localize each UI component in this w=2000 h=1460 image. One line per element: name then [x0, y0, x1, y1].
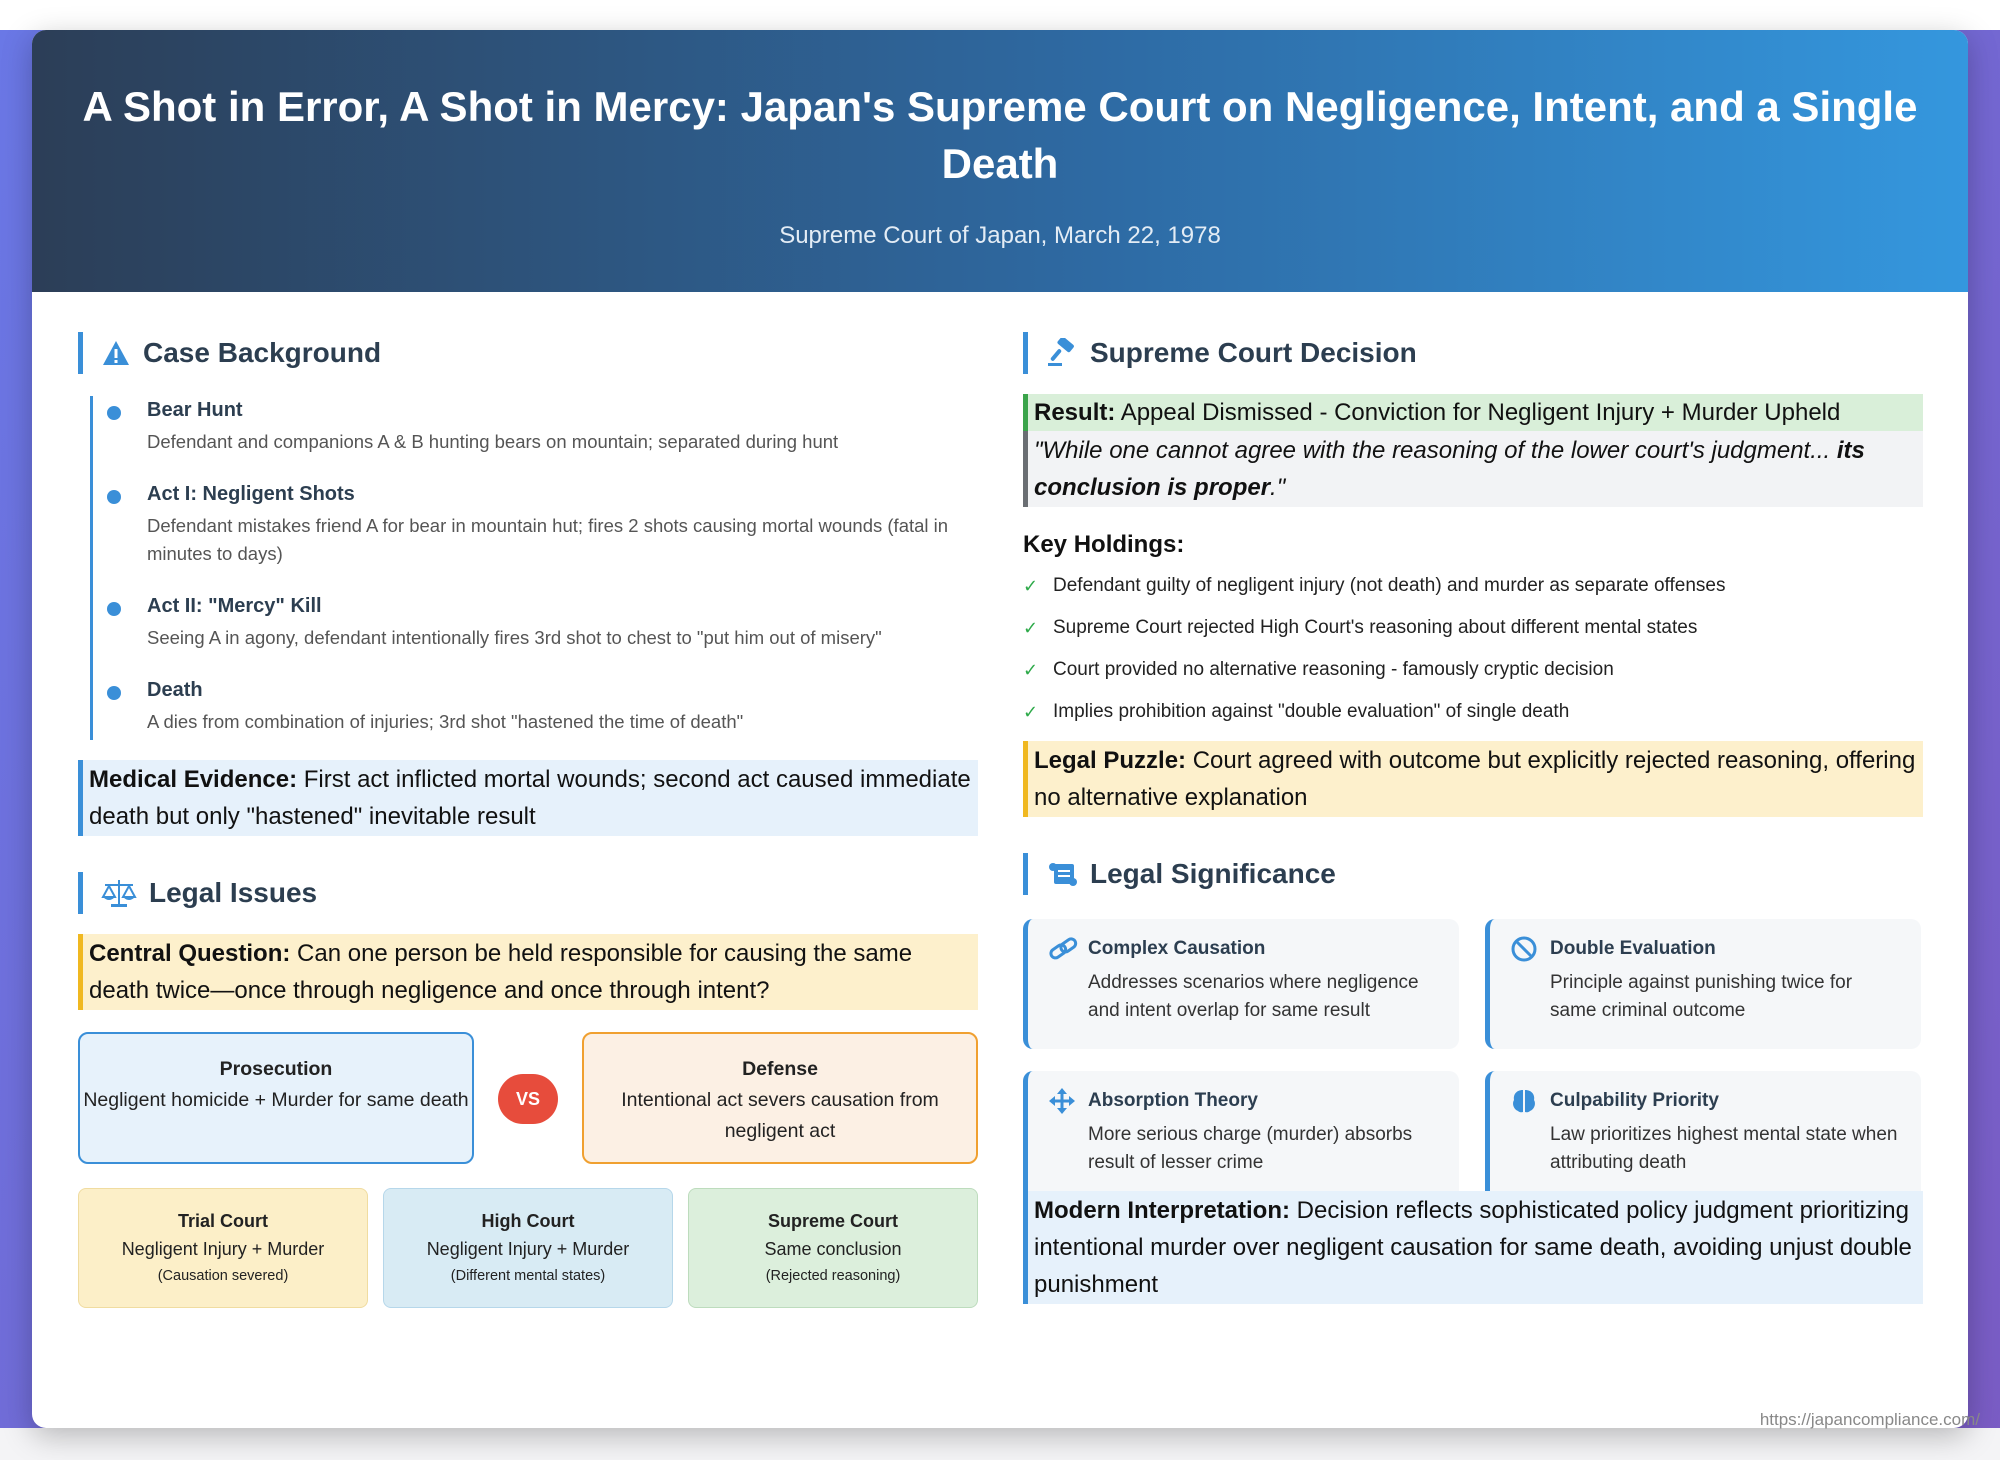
modern-interpretation-text: Decision reflects sophisticated policy judgment prioritizing intentional murder over negligent causation for same death, avoiding unjust double punishment [1034, 1197, 1912, 1298]
court-name: High Court [481, 1211, 575, 1231]
significance-card-desc: Principle against punishing twice for same criminal outcome [1550, 972, 1853, 1021]
decision-quote [1023, 431, 1923, 507]
link-icon [1048, 935, 1078, 963]
significance-card [1485, 919, 1921, 1049]
vs-badge: VS [498, 1074, 558, 1124]
key-holdings-list [1023, 565, 1923, 733]
quote-close: ." [1270, 474, 1286, 501]
timeline-item-title: Act I: Negligent Shots [147, 483, 355, 505]
court-verdict: Negligent Injury + Murder [426, 1239, 630, 1259]
court-verdict: Negligent Injury + Murder [121, 1239, 325, 1259]
decision-title: Supreme Court Decision [1090, 337, 1417, 368]
significance-card [1485, 1071, 1921, 1201]
case-background-title: Case Background [143, 337, 382, 368]
list-item [1023, 691, 1923, 733]
timeline [90, 396, 978, 740]
scales-icon [101, 878, 137, 908]
significance-title: Legal Significance [1090, 858, 1336, 889]
check-icon: ✓ [1023, 618, 1039, 638]
timeline-item [107, 396, 978, 456]
significance-card-title: Double Evaluation [1550, 938, 1716, 959]
modern-interpretation-callout [1023, 1191, 1923, 1304]
holding-text: Court provided no alternative reasoning - famously cryptic decision [1053, 659, 1614, 680]
court-note: (Rejected reasoning) [765, 1268, 901, 1284]
warning-icon [101, 339, 131, 367]
court-name: Trial Court [177, 1211, 268, 1231]
list-item [1023, 565, 1923, 607]
timeline-item-desc: A dies from combination of injuries; 3rd shot "hastened the time of death" [147, 711, 744, 732]
legal-issues-title: Legal Issues [149, 877, 318, 908]
significance-grid [1023, 919, 1923, 1209]
timeline-dot [107, 490, 121, 504]
timeline-item [107, 480, 978, 568]
court-card-high [383, 1188, 673, 1308]
top-strip [0, 0, 2000, 30]
quote-open: "While one cannot agree with the reasoning of the lower court's judgment... [1034, 437, 1837, 464]
prosecution-text: Negligent homicide + Murder for same death [83, 1089, 469, 1111]
timeline-item-desc: Defendant mistakes friend A for bear in mountain hut; fires 2 shots causing mortal wounds (fatal in minutes to days) [147, 515, 949, 564]
significance-card-desc: More serious charge (murder) absorbs result of lesser crime [1088, 1124, 1413, 1173]
significance-card-title: Complex Causation [1088, 938, 1266, 959]
left-column [78, 292, 978, 1308]
holding-text: Defendant guilty of negligent injury (not death) and murder as separate offenses [1053, 575, 1726, 596]
court-card-trial [78, 1188, 368, 1308]
court-card-supreme [688, 1188, 978, 1308]
gavel-icon [1046, 338, 1078, 368]
significance-card [1023, 1071, 1459, 1201]
timeline-item-desc: Defendant and companions A & B hunting bears on mountain; separated during hunt [147, 431, 839, 452]
court-note: (Different mental states) [450, 1268, 606, 1284]
prosecution-box [78, 1032, 474, 1164]
timeline-item-title: Act II: "Mercy" Kill [147, 595, 322, 617]
medical-evidence-text: First act inflicted mortal wounds; second act caused immediate death but only "hastened" inevitable result [89, 766, 971, 830]
timeline-item-desc: Seeing A in agony, defendant intentionally fires 3rd shot to chest to "put him out of misery" [147, 627, 882, 648]
key-holdings-title: Key Holdings: [1023, 531, 1185, 558]
prosecution-title: Prosecution [219, 1058, 333, 1080]
check-icon: ✓ [1023, 576, 1039, 596]
significance-card-title: Culpability Priority [1550, 1090, 1719, 1111]
legal-puzzle-text: Court agreed with outcome but explicitly rejected reasoning, offering no alternative explanation [1034, 747, 1916, 811]
significance-card [1023, 919, 1459, 1049]
central-question-label: Central Question: [89, 940, 291, 967]
court-rulings [78, 1188, 978, 1308]
list-item [1023, 649, 1923, 691]
infographic-card [32, 30, 1968, 1428]
defense-title: Defense [742, 1058, 818, 1080]
page-subtitle: Supreme Court of Japan, March 22, 1978 [779, 222, 1221, 249]
result-label: Result: [1034, 399, 1116, 426]
result-callout [1023, 394, 1923, 431]
legal-puzzle-label: Legal Puzzle: [1034, 747, 1187, 774]
ban-icon [1510, 935, 1538, 963]
timeline-dot [107, 602, 121, 616]
brain-icon [1510, 1087, 1538, 1115]
list-item [1023, 607, 1923, 649]
check-icon: ✓ [1023, 702, 1039, 722]
court-verdict: Same conclusion [764, 1239, 902, 1259]
check-icon: ✓ [1023, 660, 1039, 680]
page-title: A Shot in Error, A Shot in Mercy: Japan's Supreme Court on Negligence, Intent, and a Single Death [82, 83, 1918, 187]
quote-bold: its conclusion is proper [1034, 437, 1865, 501]
central-question-callout [78, 934, 978, 1010]
defense-text: Intentional act severs causation from negligent act [621, 1089, 939, 1142]
timeline-item [107, 592, 978, 652]
defense-box [582, 1032, 978, 1164]
holding-text: Supreme Court rejected High Court's reasoning about different mental states [1053, 617, 1698, 638]
legal-puzzle-callout [1023, 741, 1923, 817]
timeline-dot [107, 406, 121, 420]
significance-card-title: Absorption Theory [1088, 1090, 1258, 1111]
header [32, 30, 1968, 292]
central-question-text: Can one person be held responsible for causing the same death twice—once through negligence and once through intent? [89, 940, 913, 1004]
court-note: (Causation severed) [157, 1268, 289, 1284]
medical-evidence-callout [78, 760, 978, 836]
timeline-item-title: Bear Hunt [147, 399, 243, 421]
timeline-item [107, 676, 978, 740]
scroll-icon [1046, 860, 1078, 888]
right-column [1023, 292, 1923, 1304]
court-name: Supreme Court [767, 1211, 899, 1231]
source-url: https://japancompliance.com/ [1759, 1410, 1980, 1429]
prosecution-vs-defense [78, 1032, 978, 1164]
decision-heading [1023, 332, 1923, 374]
result-text: Appeal Dismissed - Conviction for Negligent Injury + Murder Upheld [1115, 399, 1841, 426]
case-background-heading [78, 332, 978, 374]
significance-card-desc: Addresses scenarios where negligence and intent overlap for same result [1088, 972, 1419, 1021]
medical-evidence-label: Medical Evidence: [89, 766, 298, 793]
legal-issues-heading [78, 872, 978, 914]
bottom-strip [0, 1428, 2000, 1460]
significance-card-desc: Law prioritizes highest mental state when attributing death [1550, 1124, 1898, 1173]
significance-heading [1023, 853, 1923, 895]
arrows-icon [1048, 1087, 1076, 1115]
timeline-item-title: Death [147, 679, 203, 701]
holding-text: Implies prohibition against "double evaluation" of single death [1053, 701, 1570, 722]
timeline-dot [107, 686, 121, 700]
modern-interpretation-label: Modern Interpretation: [1034, 1197, 1290, 1224]
